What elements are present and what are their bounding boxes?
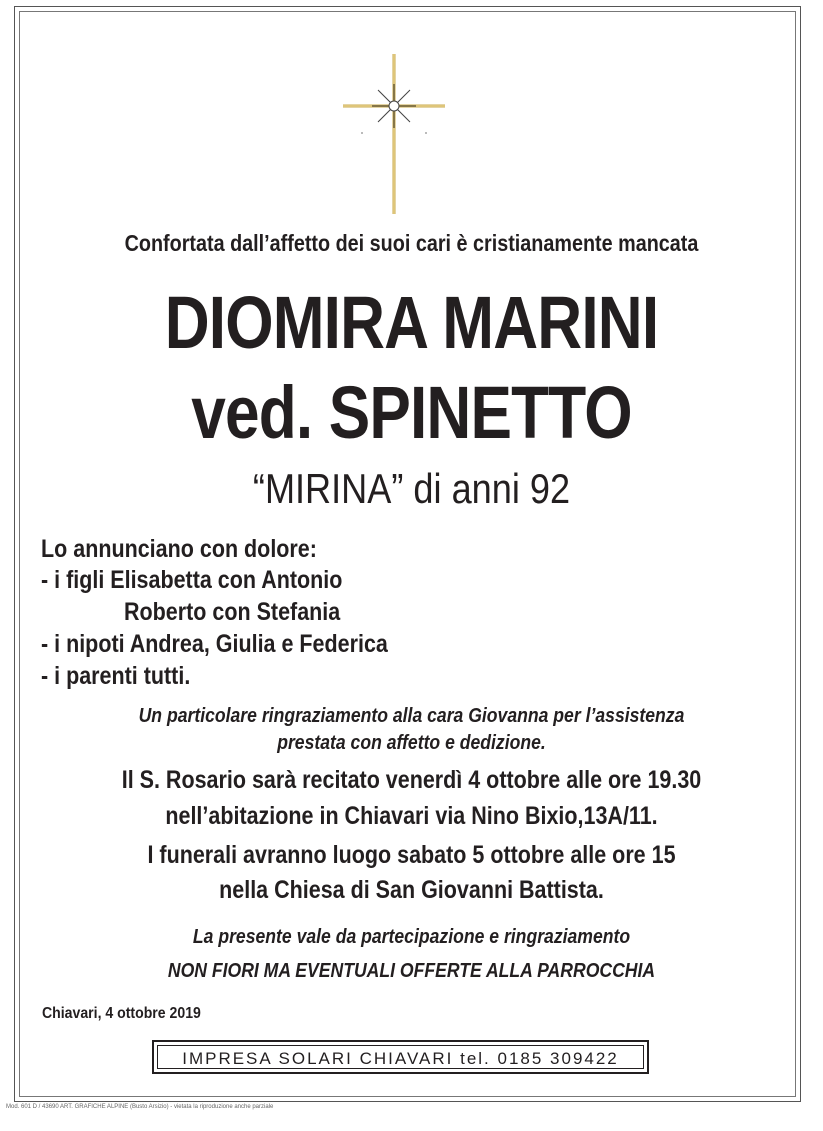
closing-line: La presente vale da partecipazione e ringraziamento: [192, 926, 631, 948]
no-flowers-line: NON FIORI MA EVENTUALI OFFERTE ALLA PARROCCHIA: [167, 960, 656, 982]
deceased-name: DIOMIRA MARINI: [164, 281, 659, 364]
cross-icon: [341, 52, 447, 216]
funeral-line: I funerali avranno luogo sabato 5 ottobre alle ore 15: [147, 841, 676, 869]
thanks-line: Un particolare ringraziamento alla cara Giovanna per l’assistenza: [138, 705, 685, 727]
family-line: - i parenti tutti.: [41, 662, 191, 690]
funeral-church-line: nella Chiesa di San Giovanni Battista.: [219, 876, 604, 904]
family-line: Roberto con Stefania: [124, 598, 341, 626]
place-date: Chiavari, 4 ottobre 2019: [42, 1005, 201, 1022]
nickname-age: “MIRINA” di anni 92: [252, 465, 571, 512]
rosary-address-line: nell’abitazione in Chiavari via Nino Bixio,13A/11.: [165, 802, 658, 830]
printer-footnote: Mod. 601 D / 43690 ART. GRAFICHE ALPINE (Busto Arsizio) - vietata la riproduzione anche parziale: [6, 1104, 274, 1110]
family-line: - i figli Elisabetta con Antonio: [41, 566, 343, 594]
intro-line: Confortata dall’affetto dei suoi cari è cristianamente mancata: [124, 230, 699, 256]
thanks-line: prestata con affetto e dedizione.: [277, 732, 546, 754]
rosary-line: Il S. Rosario sarà recitato venerdì 4 ottobre alle ore 19.30: [121, 766, 702, 794]
funeral-home-contact: IMPRESA SOLARI CHIAVARI tel. 0185 309422: [182, 1049, 619, 1068]
announce-line: Lo annunciano con dolore:: [41, 535, 317, 563]
family-line: - i nipoti Andrea, Giulia e Federica: [41, 630, 388, 658]
funeral-home-stamp: [152, 1040, 649, 1074]
deceased-married-name: ved. SPINETTO: [191, 371, 632, 454]
